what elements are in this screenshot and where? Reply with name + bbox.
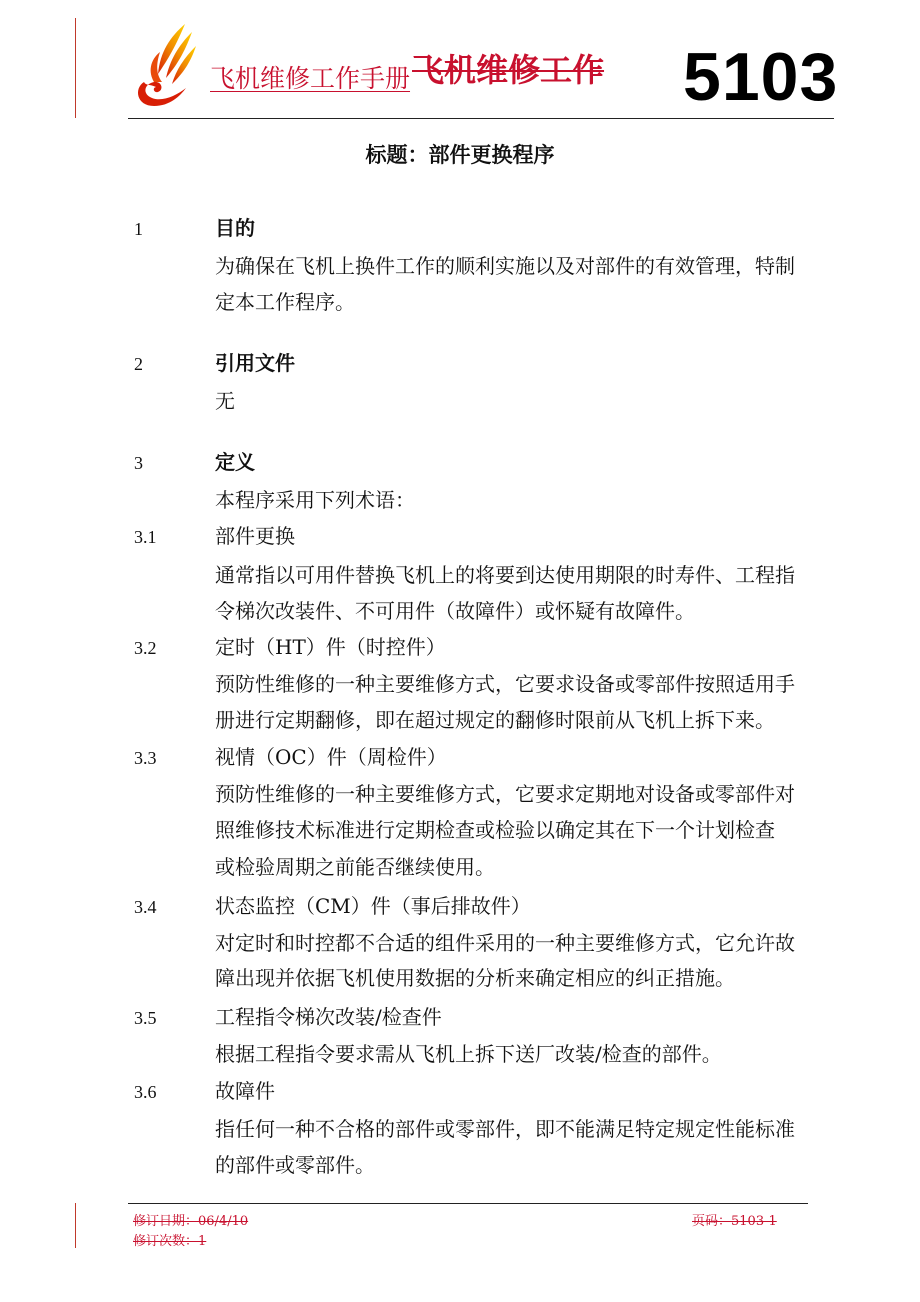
section-body-line: 预防性维修的一种主要维修方式，它要求设备或零部件按照适用手 [215, 672, 795, 696]
section-heading: 定时（HT）件（时控件） [215, 635, 446, 659]
section-body-line: 为确保在飞机上换件工作的顺利实施以及对部件的有效管理，特制 [215, 254, 795, 278]
section-heading: 工程指令梯次改装/检查件 [215, 1005, 442, 1029]
section-body-line: 本程序采用下列术语： [215, 488, 415, 512]
section-number: 3.2 [134, 638, 157, 658]
page-number: 页码：5103-1 [692, 1214, 777, 1229]
manual-title [210, 51, 605, 93]
section-body-line: 令梯次改装件、不可用件（故障件）或怀疑有故障件。 [215, 599, 695, 623]
section-heading: 定义 [215, 450, 255, 474]
airline-logo [130, 22, 200, 112]
section-number: 3.3 [134, 748, 157, 768]
section-body-line: 的部件或零部件。 [215, 1153, 375, 1177]
revision-date: 修订日期：06/4/10 [133, 1214, 249, 1229]
section-body-line: 无 [215, 389, 235, 413]
footer-rule [128, 1203, 808, 1204]
left-margin-bar-bottom [75, 1203, 76, 1248]
section-body-line: 照维修技术标准进行定期检查或检验以确定其在下一个计划检查 [215, 818, 775, 842]
left-margin-bar-top [75, 18, 76, 118]
section-body-line: 障出现并依据飞机使用数据的分析来确定相应的纠正措施。 [215, 966, 735, 990]
section-number: 3.4 [134, 897, 157, 917]
section-body-line: 或检验周期之前能否继续使用。 [215, 855, 495, 879]
document-number: 5103 [683, 39, 839, 115]
section-heading: 部件更换 [215, 524, 295, 548]
manual-title-text: 飞机维修工作手册 [210, 64, 411, 93]
revision-count: 修订次数：1 [133, 1234, 207, 1249]
section-heading: 视情（OC）件（周检件） [215, 745, 447, 769]
section-number: 3.6 [134, 1082, 157, 1102]
section-body-line: 根据工程指令要求需从飞机上拆下送厂改装/检查的部件。 [215, 1042, 722, 1066]
section-heading: 引用文件 [215, 351, 295, 375]
section-number: 3.5 [134, 1008, 157, 1028]
section-body-line: 对定时和时控都不合适的组件采用的一种主要维修方式，它允许故 [215, 931, 795, 955]
section-number: 1 [134, 219, 143, 239]
section-number: 3.1 [134, 527, 157, 547]
section-number: 3 [134, 453, 143, 473]
section-number: 2 [134, 354, 143, 374]
section-body-line: 预防性维修的一种主要维修方式，它要求定期地对设备或零部件对 [215, 782, 795, 806]
section-body-line: 指任何一种不合格的部件或零部件，即不能满足特定规定性能标准 [215, 1117, 795, 1141]
manual-title-struck-text: 飞机维修工作 [412, 51, 605, 89]
section-heading: 故障件 [215, 1079, 275, 1103]
section-heading: 状态监控（CM）件（事后排故件） [215, 894, 531, 918]
header-rule [128, 118, 834, 119]
section-heading: 目的 [215, 216, 255, 240]
section-body-line: 册进行定期翻修，即在超过规定的翻修时限前从飞机上拆下来。 [215, 708, 775, 732]
page-title: 标题：部件更换程序 [365, 143, 555, 167]
section-body-line: 定本工作程序。 [215, 290, 355, 314]
section-body-line: 通常指以可用件替换飞机上的将要到达使用期限的时寿件、工程指 [215, 563, 795, 587]
